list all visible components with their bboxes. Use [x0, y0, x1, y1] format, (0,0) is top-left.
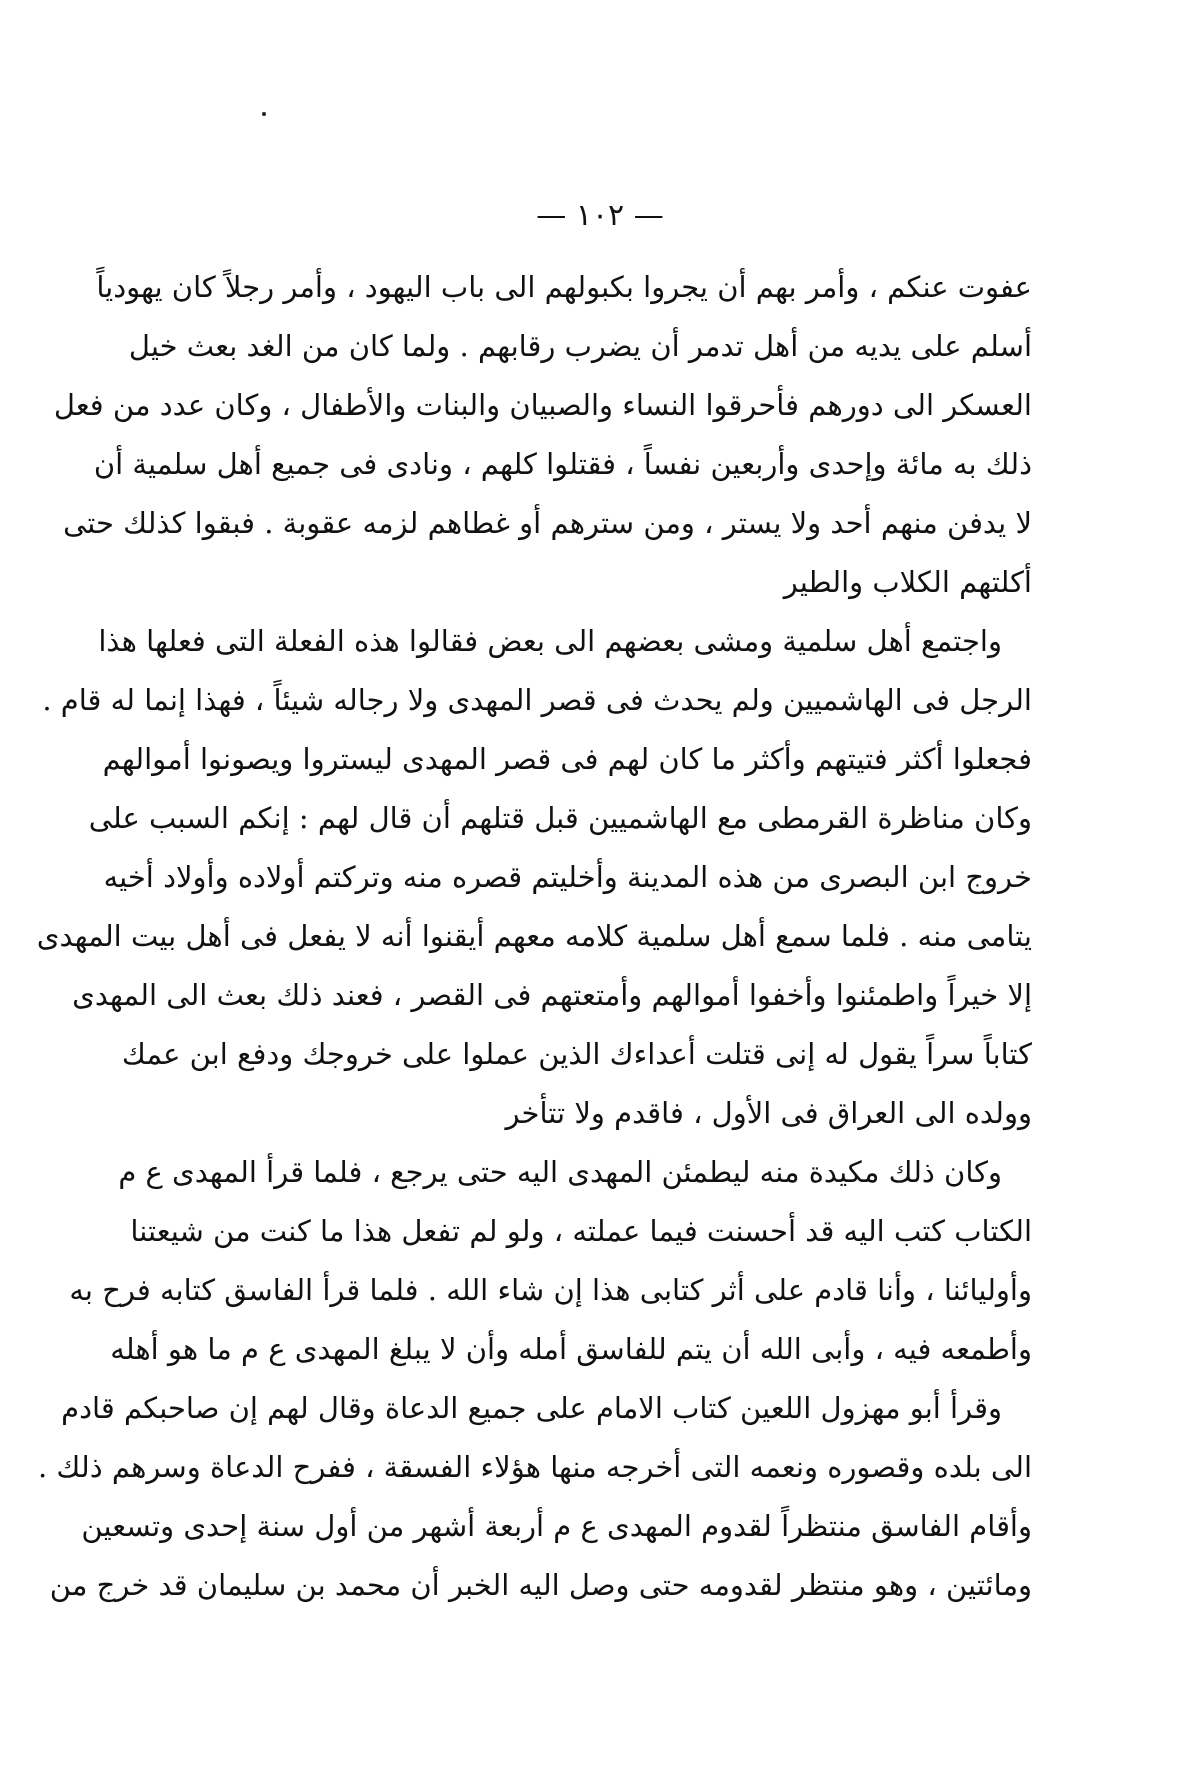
- text-line: كتاباً سراً يقول له إنى قتلت أعداءك الذين عملوا على خروجك ودفع ابن عمك: [121, 1037, 1032, 1071]
- text-line: أكلتهم الكلاب والطير: [783, 565, 1032, 599]
- text-line: وأقام الفاسق منتظراً لقدوم المهدى ع م أربعة أشهر من أول سنة إحدى وتسعين: [81, 1509, 1032, 1543]
- text-line: وأطمعه فيه ، وأبى الله أن يتم للفاسق أمله وأن لا يبلغ المهدى ع م ما هو أهله: [110, 1332, 1032, 1366]
- text-line: ذلك به مائة وإحدى وأربعين نفساً ، فقتلوا كلهم ، ونادى فى جميع أهل سلمية أن: [93, 447, 1032, 481]
- text-line: وكان مناظرة القرمطى مع الهاشميين قبل قتلهم أن قال لهم : إنكم السبب على: [88, 801, 1032, 835]
- text-line: يتامى منه . فلما سمع أهل سلمية كلامه معهم أيقنوا أنه لا يفعل فى أهل بيت المهدى: [36, 919, 1032, 953]
- text-line: فجعلوا أكثر فتيتهم وأكثر ما كان لهم فى قصر المهدى ليستروا ويصونوا أموالهم: [102, 742, 1032, 776]
- text-line: الى بلده وقصوره ونعمه التى أخرجه منها هؤلاء الفسقة ، ففرح الدعاة وسرهم ذلك .: [37, 1450, 1032, 1484]
- text-line: الكتاب كتب اليه قد أحسنت فيما عملته ، ولو لم تفعل هذا ما كنت من شيعتنا: [130, 1214, 1032, 1248]
- text-line: إلا خيراً واطمئنوا وأخفوا أموالهم وأمتعتهم فى القصر ، فعند ذلك بعث الى المهدى: [72, 978, 1032, 1012]
- text-line: وولده الى العراق فى الأول ، فاقدم ولا تتأخر: [505, 1096, 1032, 1130]
- text-line: عفوت عنكم ، وأمر بهم أن يجروا بكبولهم الى باب اليهود ، وأمر رجلاً كان يهودياً: [96, 270, 1032, 304]
- text-line: واجتمع أهل سلمية ومشى بعضهم الى بعض فقالوا هذه الفعلة التى فعلها هذا: [98, 624, 1002, 658]
- text-line: العسكر الى دورهم فأحرقوا النساء والصبيان والبنات والأطفال ، وكان عدد من فعل: [53, 388, 1032, 422]
- body-text: [36, 258, 1032, 1615]
- text-line: وقرأ أبو مهزول اللعين كتاب الامام على جميع الدعاة وقال لهم إن صاحبكم قادم: [61, 1391, 1002, 1425]
- text-line: خروج ابن البصرى من هذه المدينة وأخليتم قصره منه وتركتم أولاده وأولاد أخيه: [103, 860, 1032, 894]
- ink-speck: [262, 112, 266, 116]
- text-line: ومائتين ، وهو منتظر لقدومه حتى وصل اليه الخبر أن محمد بن سليمان قد خرج من: [49, 1568, 1032, 1602]
- text-line: وكان ذلك مكيدة منه ليطمئن المهدى اليه حتى يرجع ، فلما قرأ المهدى ع م: [118, 1155, 1002, 1189]
- text-line: الرجل فى الهاشميين ولم يحدث فى قصر المهدى ولا رجاله شيئاً ، فهذا إنما له قام .: [42, 683, 1032, 717]
- text-line: لا يدفن منهم أحد ولا يستر ، ومن سترهم أو غطاهم لزمه عقوبة . فبقوا كذلك حتى: [63, 506, 1032, 540]
- text-line: أسلم على يديه من أهل تدمر أن يضرب رقابهم . ولما كان من الغد بعث خيل: [128, 329, 1032, 363]
- page-number: — ١٠٢ —: [536, 198, 664, 233]
- text-line: وأوليائنا ، وأنا قادم على أثر كتابى هذا إن شاء الله . فلما قرأ الفاسق كتابه فرح به: [69, 1273, 1032, 1307]
